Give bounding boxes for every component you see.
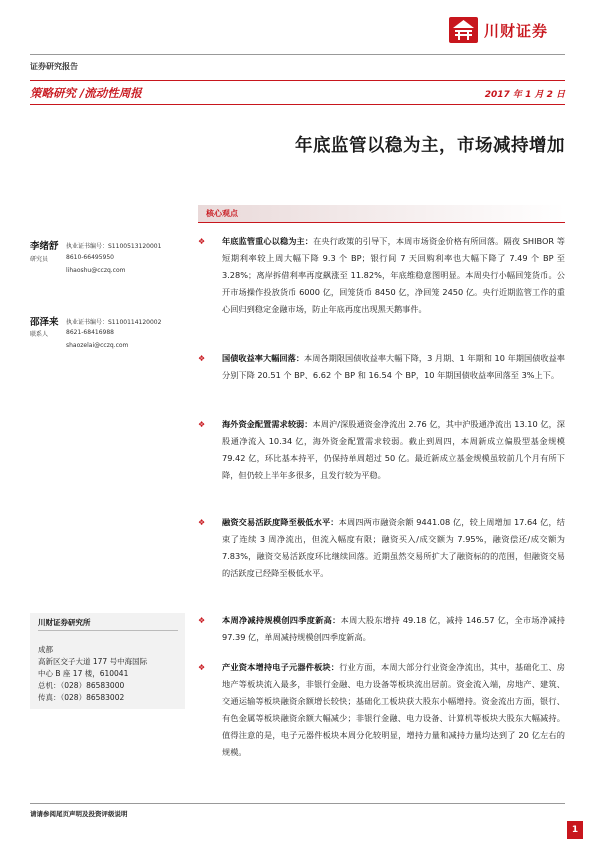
bullet-lead: 融资交易活跃度降至极低水平：: [222, 517, 339, 527]
bullet-item: [198, 659, 565, 761]
bullet-lead: 国债收益率大幅回落：: [222, 353, 305, 363]
diamond-bullet-icon: ❖: [198, 420, 206, 429]
bullet-item: [198, 416, 565, 484]
analyst-email[interactable]: lihaoshu@cczq.com: [66, 267, 126, 274]
analyst-name: 邵泽来: [30, 317, 59, 328]
report-date: 2017 年 1 月 2 日: [484, 90, 565, 100]
diamond-bullet-icon: ❖: [198, 616, 206, 625]
section-title: 核心观点: [206, 209, 238, 218]
bullet-text: 行业方面，本周大部分行业资金净流出，其中，基础化工、房地产等板块流入最多，非银行金融、电力设备等板块流出居前。资金流入端，房地产、建筑、交通运输等板块融资余额增长较快；基础化工板块获大股东小幅增持。资金流出方面，银行、有色金属等板块融资余额大幅减少；非银行金融、电力设备、计算机等板块大股东大幅减持。值得注意的是，电子元器件板块本周分化较明显，增持力量和减持力量均达到了 20 亿左右的规模。: [222, 662, 565, 757]
institute-address-2: 中心 B 座 17 楼，610041: [38, 669, 129, 678]
institute-title: 川财证券研究所: [38, 618, 91, 627]
bullet-lead: 本周净减持规模创四季度新高：: [222, 615, 341, 625]
bullet-lead: 产业资本增持电子元器件板块：: [222, 662, 340, 672]
header-divider: [30, 54, 565, 55]
institute-divider: [38, 630, 178, 631]
analyst-cert: 执业证书编号：S1100513120001: [66, 243, 162, 250]
logo-icon: [449, 17, 478, 43]
footer-divider: [30, 803, 565, 804]
bullet-item: [198, 612, 565, 646]
bullet-text: 本周大股东增持 49.18 亿，减持 146.57 亿，全市场净减持 97.39 亿，单周减持规模创四季度新高。: [222, 615, 565, 642]
bullet-lead: 海外资金配置需求较弱：: [222, 419, 313, 429]
institute-phone: 总机：（028）86583000: [38, 681, 125, 690]
analyst-name: 李绪舒: [30, 241, 59, 252]
bullet-item: [198, 233, 565, 318]
diamond-bullet-icon: ❖: [198, 354, 206, 363]
diamond-bullet-icon: ❖: [198, 663, 206, 672]
category-bottom-rule: [30, 104, 565, 105]
bullet-text: 本周沪/深股通资金净流出 2.76 亿，其中沪股通净流出 13.10 亿，深股通净流入 10.34 亿，海外资金配置需求较弱。截止到周四，本周新成立偏股型基金规模 79.42 亿，环比基本持平，仍保持单周超过 50 亿。最近新成立基金规模虽较前几个月有所下降，但仍较上半年多很多，且发行较为平稳。: [222, 419, 565, 480]
bullet-lead: 年底监管重心以稳为主：: [222, 236, 314, 246]
report-title: 年底监管以稳为主，市场减持增加: [295, 136, 565, 156]
bullet-item: [198, 514, 565, 582]
analyst-phone: 8621-68416988: [66, 329, 114, 336]
section-header-band: [198, 205, 565, 222]
bullet-text: 在央行政策的引导下，本周市场资金价格有所回落。隔夜 SHIBOR 等短期利率较上周大幅下降 9.3 个 BP；银行间 7 天回购利率也大幅下降了 7.49 个 BP 至 3.28%；离岸拆借利率再度飙涨至 11.82%，年底维稳意图明显。本周央行小幅回笼货币。公开市场操作投放货币 6000 亿，回笼货币 8450 亿，净回笼 2450 亿。央行近期监管工作的重心回归到稳定金融市场，防止年底再度出现黑天鹅事件。: [222, 236, 565, 314]
analyst-phone: 8610-66495950: [66, 254, 114, 261]
category-top-rule: [30, 80, 565, 81]
bullet-text: 本周四两市融资余额 9441.08 亿，较上周增加 17.64 亿，结束了连续 3 周净流出，但流入幅度有限；融资买入/成交额为 7.95%，融资偿还/成交额为 7.83%，融资交易活跃度环比继续回落。近期虽然交易所扩大了融资标的的范围，但融资交易的活跃度已经降至极低水平。: [222, 517, 565, 578]
bullet-text: 本周各期限国债收益率大幅下降，3 月期、1 年期和 10 年期国债收益率分别下降 20.51 个 BP、6.62 个 BP 和 16.54 个 BP，10 年期国债收益率回落至 3%上下。: [222, 353, 565, 380]
report-type: 证券研究报告: [30, 62, 78, 71]
institute-address: 高新区交子大道 177 号中海国际: [38, 657, 148, 666]
analyst-cert: 执业证书编号：S1100114120002: [66, 319, 162, 326]
institute-fax: 传真：（028）86583002: [38, 693, 125, 702]
analyst-role: 研究员: [30, 256, 49, 263]
institute-city: 成都: [38, 645, 53, 654]
section-rule: [198, 222, 565, 223]
analyst-email[interactable]: shaozelai@cczq.com: [66, 342, 129, 349]
brand-name: 川财证券: [484, 22, 549, 40]
diamond-bullet-icon: ❖: [198, 237, 206, 246]
report-category: 策略研究 /流动性周报: [30, 86, 142, 100]
diamond-bullet-icon: ❖: [198, 518, 206, 527]
footer-disclaimer: 请请参阅尾页声明及投资评级说明: [30, 810, 128, 818]
analyst-role: 联系人: [30, 331, 49, 338]
bullet-item: [198, 350, 565, 384]
page-number: 1: [567, 821, 583, 839]
